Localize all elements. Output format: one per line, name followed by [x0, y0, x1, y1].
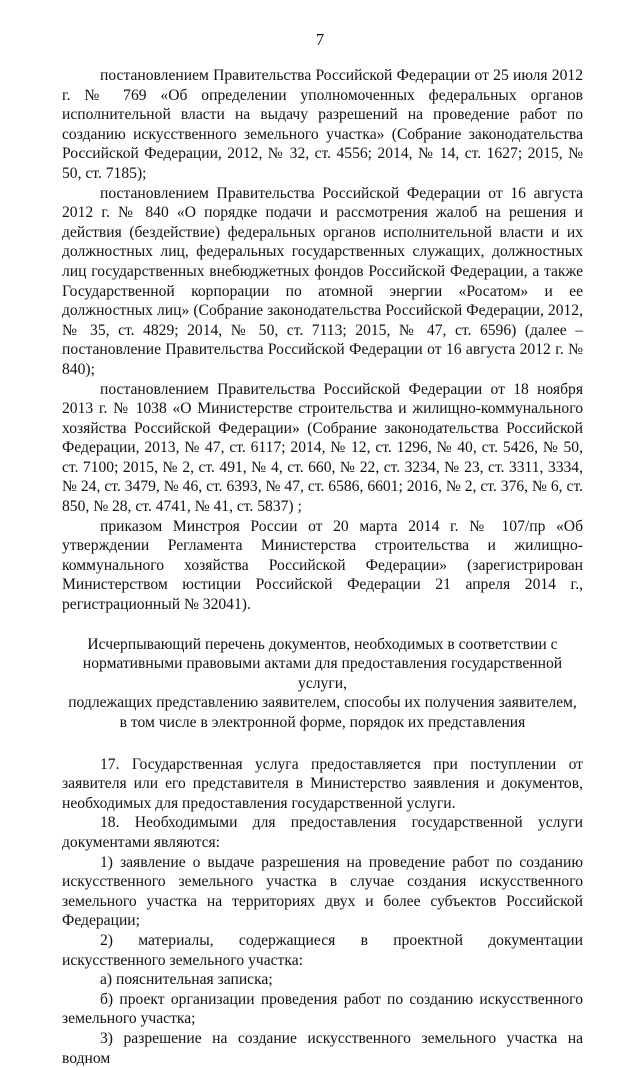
section-heading-line: Исчерпывающий перечень документов, необходимых в соответствии с — [87, 635, 558, 653]
paragraph-decree-769: постановлением Правительства Российской Федерации от 25 июля 2012 г. № 769 «Об определении уполномоченных федеральных органов исполнительной власти на выдачу разрешений на проведение работ по созданию искусственного земельного участка» (Собрание законодательства Российской Федерации, 2012, № 32, ст. 4556; 2014, № 14, ст. 1627; 2015, № 50, ст. 7185); — [62, 67, 583, 182]
section-heading-line: нормативными правовыми актами для предоставления государственной услуги, — [82, 655, 563, 692]
paragraph-item-18: 18. Необходимыми для предоставления государственной услуги документами являются: — [62, 814, 583, 851]
paragraph-decree-1038: постановлением Правительства Российской Федерации от 18 ноября 2013 г. № 1038 «О Министерстве строительства и жилищно-коммунального хозяйства Российской Федерации» (Собрание законодательства Российской Федерации, 2013, № 47, ст. 6117; 2014, № 12, ст. 1296, № 40, ст. 5426, № 50, ст. 7100; 2015, № 2, ст. 491, № 4, ст. 660, № 22, ст. 3234, № 23, ст. 3311, 3334, № 24, ст. 3479, № 46, ст. 6393, № 47, ст. 6586, 6601; 2016, № 2, ст. 376, № 6, ст. 850, № 28, ст. 4741, № 41, ст. 5837) ; — [62, 380, 583, 516]
paragraph-item-17: 17. Государственная услуга предоставляется при поступлении от заявителя или его представителя в Министерство заявления и документов, необходимых для предоставления государственной услуги. — [62, 755, 583, 812]
paragraph-subitem-3: 3) разрешение на создание искусственного земельного участка на водном — [62, 1029, 583, 1067]
paragraph-decree-840: постановлением Правительства Российской Федерации от 16 августа 2012 г. № 840 «О порядке подачи и рассмотрения жалоб на решения и действия (бездействие) федеральных органов исполнительной власти и их должностных лиц, федеральных государственных служащих, должностных лиц государственных внебюджетных фондов Российской Федерации, а также Государственной корпорации по атомной энергии «Росатом» и ее должностных лиц» (Собрание законодательства Российской Федерации, 2012, № 35, ст. 4829; 2014, № 50, ст. 7113; 2015, № 47, ст. 6596) (далее – постановление Правительства Российской Федерации от 16 августа 2012 г. № 840); — [62, 184, 583, 378]
paragraph-subitem-b: б) проект организации проведения работ по созданию искусственного земельного участка; — [62, 990, 583, 1028]
paragraph-subitem-1: 1) заявление о выдаче разрешения на проведение работ по созданию искусственного земельного участка в случае создания искусственного земельного участка на территориях двух и более субъектов Российской Федерации; — [62, 853, 583, 930]
section-heading — [62, 635, 583, 733]
document-body — [62, 66, 583, 1068]
section-heading-line: в том числе в электронной форме, порядок их представления — [119, 714, 526, 731]
paragraph-subitem-2: 2) материалы, содержащиеся в проектной документации искусственного земельного участка: — [62, 931, 583, 969]
page-number: 7 — [315, 30, 325, 49]
paragraph-subitem-a: а) пояснительная записка; — [100, 971, 273, 989]
paragraph-order-107: приказом Минстроя России от 20 марта 2014 г. № 107/пр «Об утверждении Регламента Министерства строительства и жилищно-коммунального хозяйства Российской Федерации» (зарегистрирован Министерством юстиции Российской Федерации 21 апреля 2014 г., регистрационный № 32041). — [62, 517, 583, 614]
section-heading-line: подлежащих представлению заявителем, способы их получения заявителем, — [68, 694, 577, 712]
